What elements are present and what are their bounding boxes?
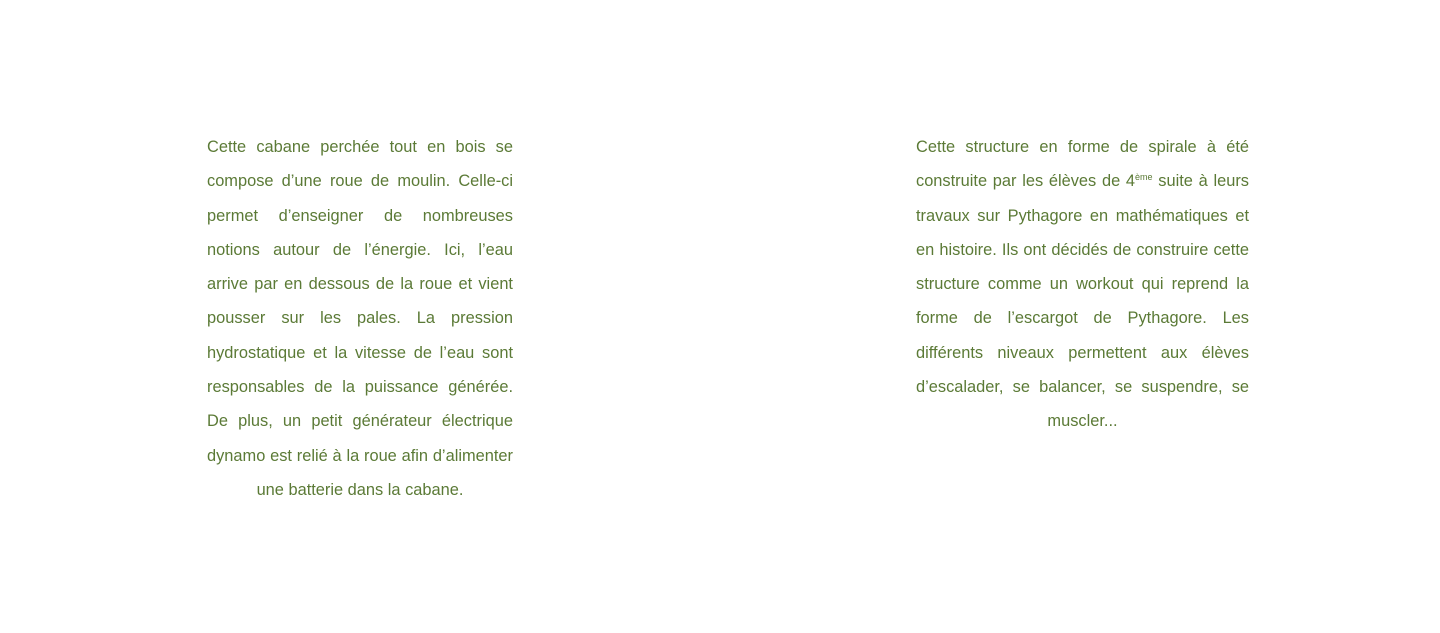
treehouse-description [207,130,513,507]
treehouse-description-text: Cette cabane perchée tout en bois se compose d’une roue de moulin. Celle-ci permet d’enseigner de nombreuses notions autour de l’énergie. Ici, l’eau arrive par en dessous de la roue et vient pousser sur les pales. La pression hydrostatique et la vitesse de l’eau sont responsables de la puissance générée. De plus, un petit générateur électrique dynamo est relié à la roue afin d’alimenter une batterie dans la cabane. [207,138,513,499]
grade-superscript: ème [1135,172,1153,183]
spiral-text-start: Cette structure en forme de spirale à été construite par les élèves de 4 [916,138,1249,191]
spiral-structure-description [916,130,1249,439]
spiral-text-end: suite à leurs travaux sur Pythagore en mathématiques et en histoire. Ils ont décidés de construire cette structure comme un workout qui reprend la forme de l’escargot de Pythagore. Les différents niveaux permettent aux élèves d’escalader, se balancer, se suspendre, se muscler... [916,172,1249,431]
